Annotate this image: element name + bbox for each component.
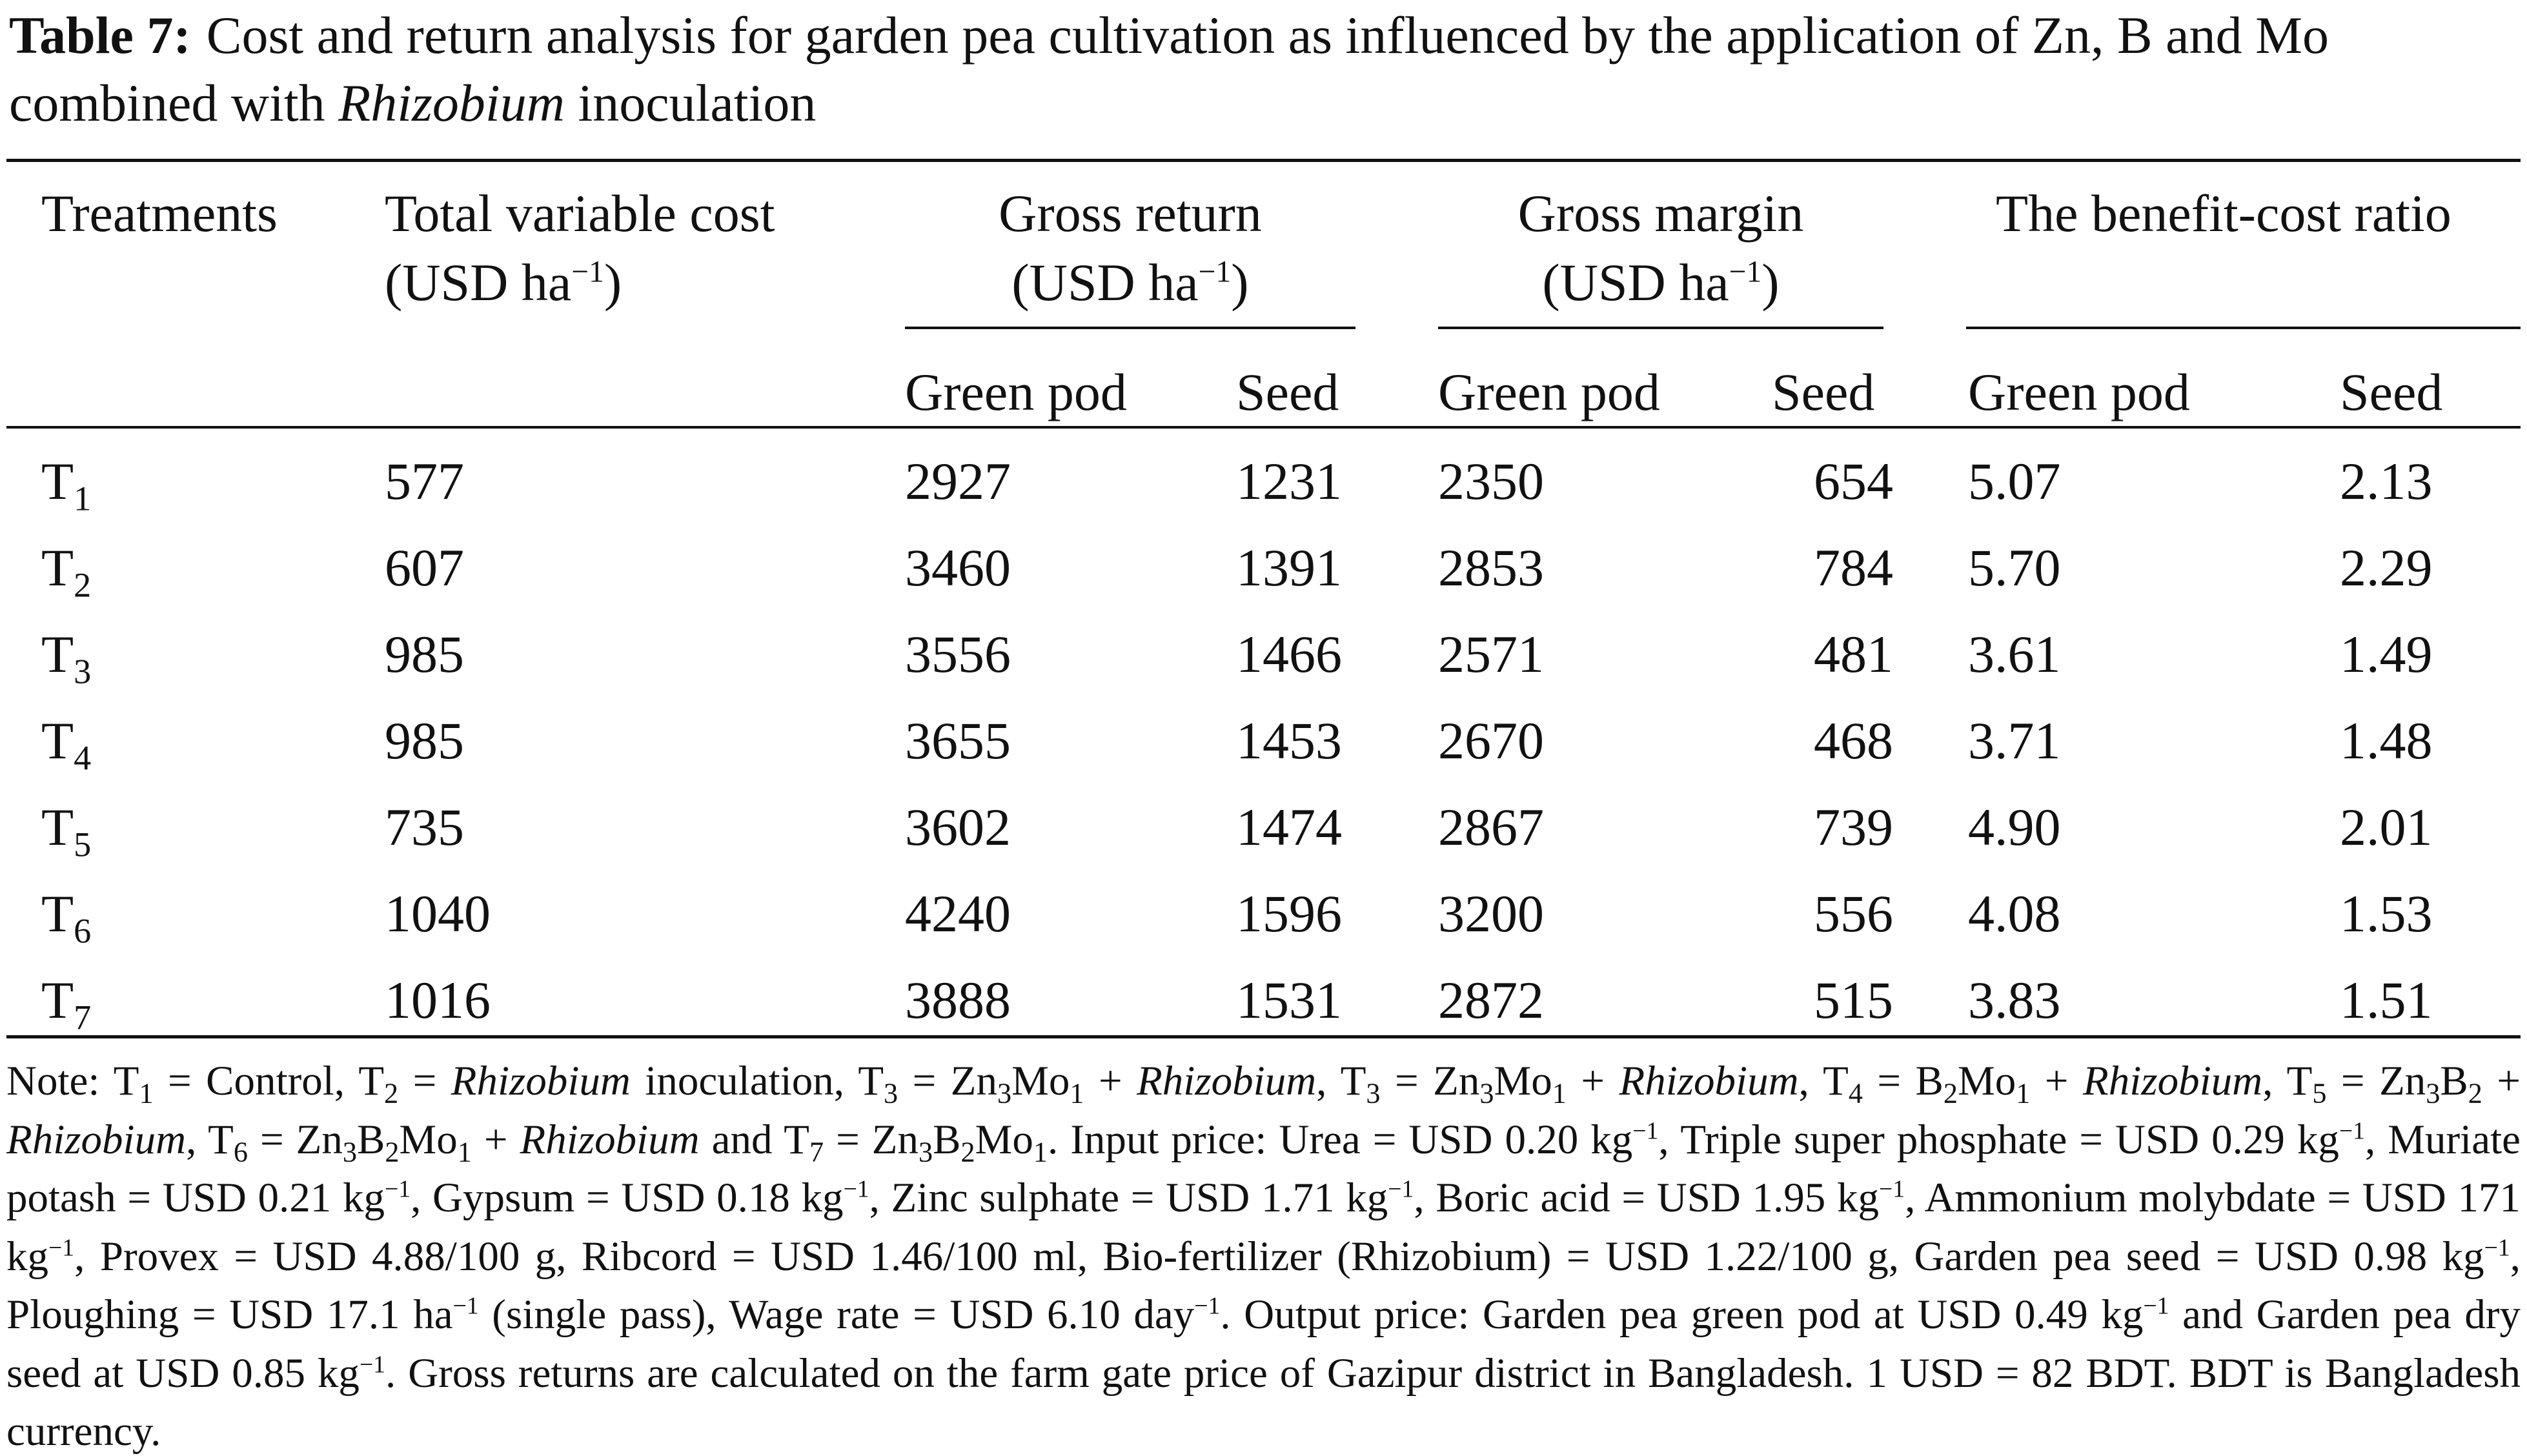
bcr-seed-cell: 1.49 [2340,625,2433,683]
table-top-rule [6,159,2521,162]
note-italic: Rhizobium [6,1116,187,1163]
note-text: , T [1316,1058,1366,1104]
gross-margin-green-pod-cell: 3200 [1438,884,1544,943]
note-superscript: −1 [452,1292,479,1320]
note-text: + [2482,1058,2521,1104]
gross-return-seed-cell: 1596 [1236,884,1342,943]
note-italic: Rhizobium [451,1058,631,1104]
treatment-subscript: 1 [74,479,92,518]
header-gross-margin: Gross margin [1517,184,1804,243]
note-subscript: 3 [2426,1077,2441,1109]
gross-margin-green-pod-cell: 2853 [1438,538,1544,597]
gross-return-green-pod-cell: 3460 [905,538,1011,597]
note-text: , Ammonium molybdate = USD 171 kg [6,1175,2521,1280]
treatment-letter: T [41,711,74,770]
note-text: B [933,1116,961,1163]
note-text: B [2440,1058,2468,1104]
bcr-seed-cell: 2.01 [2340,798,2433,856]
treatment-letter: T [41,538,74,597]
unit-exponent: −1 [571,255,604,289]
treatment-cell [41,880,92,951]
gross-margin-green-pod-cell: 2872 [1438,971,1544,1029]
header-total-variable-cost: Total variable cost [385,184,775,243]
header-gross-return-unit [905,248,1355,316]
gross-return-green-pod-cell: 4240 [905,884,1011,943]
gross-return-green-pod-cell: 3888 [905,971,1011,1029]
note-subscript: 3 [884,1077,898,1109]
note-text: + [2030,1058,2084,1104]
gross-return-green-pod-cell: 3602 [905,798,1011,856]
tvc-cell: 985 [385,711,464,770]
gross-margin-green-pod-cell: 2350 [1438,452,1544,511]
note-text: = [398,1058,451,1104]
unit-suffix: ) [1231,253,1249,312]
unit-exponent: −1 [1729,255,1762,289]
note-subscript: 2 [960,1135,975,1168]
note-subscript: 3 [342,1135,357,1168]
note-text: B [356,1116,385,1163]
header-tvc-unit [385,248,622,316]
gross-margin-green-pod-cell: 2670 [1438,711,1544,770]
note-superscript: −1 [2143,1292,2169,1320]
treatment-cell [41,793,92,864]
note-text: , Provex = USD 4.88/100 g, Ribcord = USD 1.46/100 ml, Bio-fertilizer (Rhizobium) = USD 1.22/100 g, Garden pea seed = USD 0.98 kg [74,1233,2484,1280]
gross-return-seed-cell: 1474 [1236,798,1342,856]
tvc-cell: 1040 [385,884,491,943]
header-gross-margin-unit [1438,248,1883,316]
note-text: , Zinc sulphate = USD 1.71 kg [869,1175,1388,1221]
note-text: and T [699,1116,809,1163]
gross-margin-green-pod-cell: 2571 [1438,625,1544,683]
note-text: Mo [975,1116,1033,1163]
tvc-cell: 735 [385,798,464,856]
subheader-gr-green-pod: Green pod [905,363,1127,421]
table-label: Table 7: [9,6,191,65]
note-text: inoculation, T [630,1058,884,1104]
note-superscript: −1 [2484,1233,2510,1261]
tvc-cell: 607 [385,538,464,597]
unit-suffix: ) [604,253,622,312]
gross-return-seed-cell: 1466 [1236,625,1342,683]
caption-text: Cost and return analysis for garden pea cultivation as influenced by the application of Zn, B and Mo [206,6,2329,65]
gross-margin-seed-cell: 515 [1814,971,1893,1029]
gross-margin-seed-cell: 481 [1814,625,1893,683]
note-text: Mo [399,1116,458,1163]
note-subscript: 1 [2016,1077,2031,1109]
treatment-cell [41,447,92,518]
header-bottom-rule [6,426,2521,429]
gross-return-seed-cell: 1231 [1236,452,1342,511]
treatment-subscript: 2 [74,565,92,605]
note-text: , T [2262,1058,2313,1104]
note-text: , Triple super phosphate = USD 0.29 kg [1658,1116,2339,1163]
note-subscript: 3 [918,1135,933,1168]
header-gross-return: Gross return [999,184,1262,243]
note-text: + [1566,1058,1619,1104]
note-superscript: −1 [359,1350,386,1378]
bcr-seed-cell: 2.29 [2340,538,2433,597]
note-subscript: 4 [1848,1077,1863,1109]
gross-return-green-pod-cell: 2927 [905,452,1011,511]
note-text: , Gypsum = USD 0.18 kg [411,1175,844,1221]
note-text: + [1084,1058,1137,1104]
note-superscript: −1 [384,1175,411,1203]
note-subscript: 6 [233,1135,248,1168]
note-text: = B [1862,1058,1943,1104]
gross-margin-seed-cell: 739 [1814,798,1893,856]
note-text: . Output price: Garden pea green pod at USD 0.49 kg [1220,1291,2144,1338]
note-subscript: 3 [1479,1077,1494,1109]
bcr-seed-cell: 1.48 [2340,711,2433,770]
unit-suffix: ) [1761,253,1780,312]
treatment-letter: T [41,625,74,683]
note-text: and Garden pea dry seed at USD 0.85 kg [6,1291,2521,1397]
note-subscript: 1 [1033,1135,1048,1168]
note-text: (single pass), Wage rate = USD 6.10 day [478,1291,1195,1338]
note-italic: Rhizobium [1619,1058,1799,1104]
caption-text-suffix: inoculation [578,74,817,132]
treatment-cell [41,966,92,1037]
bcr-green-pod-cell: 4.90 [1968,798,2061,856]
treatment-subscript: 6 [74,911,92,951]
note-superscript: −1 [48,1233,75,1261]
gross-margin-seed-cell: 468 [1814,711,1893,770]
note-superscript: −1 [1194,1292,1221,1320]
note-text: = Zn [824,1116,918,1163]
treatment-subscript: 7 [74,998,92,1037]
header-treatments: Treatments [41,184,278,243]
bcr-green-pod-cell: 3.71 [1968,711,2061,770]
gross-margin-seed-cell: 556 [1814,884,1893,943]
treatment-letter: T [41,798,74,856]
note-subscript: 1 [1070,1077,1084,1109]
note-text: Mo [1957,1058,2016,1104]
treatment-cell [41,707,92,778]
note-subscript: 7 [809,1135,824,1168]
caption-italic-term: Rhizobium [338,74,565,132]
note-text: , Muriate potash = USD 0.21 kg [6,1116,2521,1221]
gross-return-underline [905,327,1355,329]
tvc-cell: 985 [385,625,464,683]
caption-text-prefix: combined with [9,74,325,132]
treatment-cell [41,534,92,605]
subheader-gm-green-pod: Green pod [1438,363,1660,421]
gross-return-seed-cell: 1453 [1236,711,1342,770]
unit-prefix: (USD ha [1011,253,1199,312]
bcr-seed-cell: 2.13 [2340,452,2433,511]
note-italic: Rhizobium [520,1116,700,1163]
note-text: + [471,1116,520,1163]
gross-return-green-pod-cell: 3655 [905,711,1011,770]
header-benefit-cost-ratio: The benefit-cost ratio [1996,184,2451,243]
note-text: = Zn [898,1058,997,1104]
treatment-cell [41,620,92,691]
subheader-bcr-seed: Seed [2340,363,2443,421]
note-text: , Boric acid = USD 1.95 kg [1414,1175,1879,1221]
note-subscript: 1 [457,1135,472,1168]
note-superscript: −1 [1388,1175,1414,1203]
bcr-seed-cell: 1.53 [2340,884,2433,943]
treatment-subscript: 4 [74,738,92,778]
tvc-cell: 577 [385,452,464,511]
subheader-bcr-green-pod: Green pod [1968,363,2190,421]
unit-prefix: (USD ha [385,253,572,312]
bcr-green-pod-cell: 3.83 [1968,971,2061,1029]
unit-prefix: (USD ha [1542,253,1729,312]
gross-return-seed-cell: 1531 [1236,971,1342,1029]
note-text: = Zn [2326,1058,2426,1104]
treatment-subscript: 3 [74,652,92,691]
subheader-gr-seed: Seed [1236,363,1339,421]
note-text: , T [1798,1058,1849,1104]
table-caption [9,1,2520,137]
gross-margin-seed-cell: 784 [1814,538,1893,597]
bcr-green-pod-cell: 3.61 [1968,625,2061,683]
note-text: Mo [1494,1058,1552,1104]
gross-margin-green-pod-cell: 2867 [1438,798,1544,856]
note-superscript: −1 [1632,1117,1659,1144]
gross-margin-underline [1438,327,1883,329]
table-footnote [6,1052,2521,1456]
note-subscript: 3 [997,1077,1012,1109]
bcr-seed-cell: 1.51 [2340,971,2433,1029]
note-subscript: 1 [1552,1077,1567,1109]
treatment-subscript: 5 [74,825,92,864]
note-subscript: 2 [2468,1077,2482,1109]
note-text: , T [186,1116,234,1163]
note-italic: Rhizobium [1137,1058,1317,1104]
table-bottom-rule [6,1035,2521,1038]
note-text: , Ploughing = USD 17.1 ha [6,1233,2521,1338]
note-text: = Zn [1380,1058,1480,1104]
bcr-underline [1966,327,2521,329]
unit-exponent: −1 [1198,255,1232,289]
note-text: . Input price: Urea = USD 0.20 kg [1047,1116,1633,1163]
subheader-gm-seed: Seed [1772,363,1875,421]
note-subscript: 3 [1366,1077,1381,1109]
gross-return-green-pod-cell: 3556 [905,625,1011,683]
note-italic: Rhizobium [2083,1058,2263,1104]
caption-line-2 [9,69,2520,137]
tvc-cell: 1016 [385,971,491,1029]
note-text: = Zn [247,1116,343,1163]
treatment-letter: T [41,884,74,943]
note-superscript: −1 [1878,1175,1905,1203]
note-superscript: −1 [843,1175,869,1203]
note-text: Mo [1011,1058,1070,1104]
gross-return-seed-cell: 1391 [1236,538,1342,597]
note-text: Note: T [6,1058,139,1104]
note-subscript: 2 [385,1135,400,1168]
gross-margin-seed-cell: 654 [1814,452,1893,511]
note-subscript: 1 [139,1077,154,1109]
note-text: = Control, T [153,1058,385,1104]
note-subscript: 2 [384,1077,399,1109]
note-subscript: 5 [2312,1077,2327,1109]
bcr-green-pod-cell: 5.07 [1968,452,2061,511]
note-text: . Gross returns are calculated on the farm gate price of Gazipur district in Bangladesh. 1 USD = 82 BDT. BDT is Bangladesh currency. [6,1350,2521,1455]
note-superscript: −1 [2339,1117,2365,1144]
treatment-letter: T [41,452,74,511]
treatment-letter: T [41,971,74,1029]
bcr-green-pod-cell: 5.70 [1968,538,2061,597]
note-subscript: 2 [1943,1077,1958,1109]
caption-line-1 [9,1,2520,69]
bcr-green-pod-cell: 4.08 [1968,884,2061,943]
